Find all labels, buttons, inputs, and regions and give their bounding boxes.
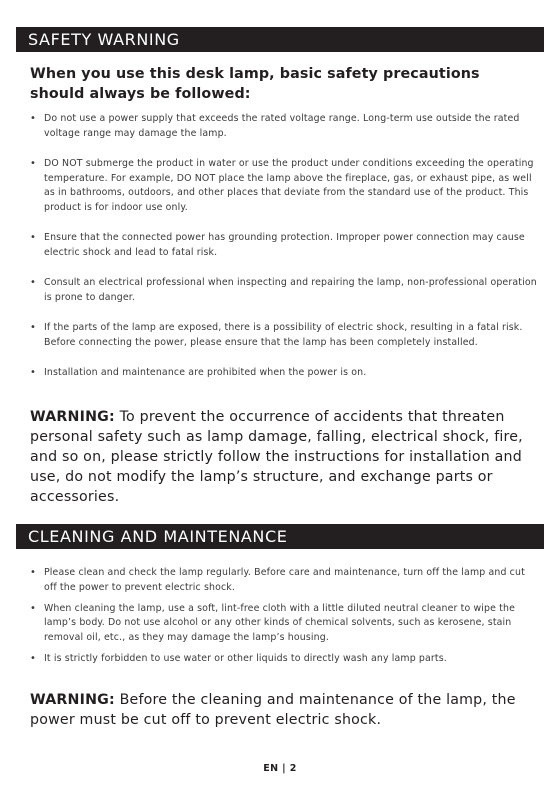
bullet-icon: •	[30, 113, 37, 124]
list-item-text: Consult an electrical professional when inspecting and repairing the lamp, non-professional operation is prone to danger.	[44, 277, 537, 303]
bullet-icon: •	[30, 158, 37, 169]
list-item	[28, 157, 538, 215]
list-item-text: Do not use a power supply that exceeds the rated voltage range. Long-term use outside the rated voltage range may damage the lamp.	[44, 113, 520, 139]
warning-text: To prevent the occurrence of accidents that threaten personal safety such as lamp damage, falling, electrical shock, fire, and so on, please strictly follow the instructions for installation and use, do not modify the lamp’s structure, and exchange parts or accessories.	[30, 409, 523, 505]
list-item-text: It is strictly forbidden to use water or other liquids to directly wash any lamp parts.	[44, 652, 447, 664]
safety-intro: When you use this desk lamp, basic safety precautions should always be followed:	[30, 66, 480, 102]
list-item-text: Ensure that the connected power has grounding protection. Improper power connection may cause electric shock and lead to fatal risk.	[44, 232, 525, 258]
list-item-text: When cleaning the lamp, use a soft, lint-free cloth with a little diluted neutral cleaner to wipe the lamp’s body. Do not use alcohol or any other kinds of chemical solvents, such as kerosene, stain removal oil, etc., as they may damage the lamp’s housing.	[44, 602, 516, 643]
safety-list	[28, 112, 538, 397]
cleaning-maintenance-heading: CLEANING AND MAINTENANCE	[16, 524, 544, 549]
list-item-text: If the parts of the lamp are exposed, there is a possibility of electric shock, resulting in a fatal risk. Before connecting the power, please ensure that the lamp has been completely installed.	[44, 322, 523, 348]
bullet-icon: •	[30, 322, 37, 333]
cleaning-warning-note	[30, 690, 534, 730]
warning-text: Before the cleaning and maintenance of the lamp, the power must be cut off to prevent electric shock.	[30, 692, 516, 728]
warning-label: WARNING:	[30, 409, 115, 425]
bullet-icon: •	[30, 652, 37, 664]
safety-warning-note	[30, 407, 534, 507]
list-item	[28, 602, 538, 646]
list-item	[28, 366, 538, 381]
warning-label: WARNING:	[30, 692, 115, 708]
list-item	[28, 321, 538, 350]
list-item-text: DO NOT submerge the product in water or use the product under conditions exceeding the operating temperature. For example, DO NOT place the lamp above the fireplace, gas, or exhaust pipe, as well as in bathrooms, outdoors, and other places that deviate from the standard use of the product. This product is for indoor use only.	[44, 158, 534, 213]
list-item	[28, 652, 538, 667]
list-item-text: Please clean and check the lamp regularly. Before care and maintenance, turn off the lamp and cut off the power to prevent electric shock.	[44, 567, 525, 593]
safety-warning-heading: SAFETY WARNING	[16, 27, 544, 52]
bullet-icon: •	[30, 602, 37, 614]
list-item	[28, 566, 538, 595]
list-item	[28, 112, 538, 141]
list-item-text: Installation and maintenance are prohibited when the power is on.	[44, 367, 367, 378]
bullet-icon: •	[30, 277, 37, 288]
bullet-icon: •	[30, 367, 37, 378]
cleaning-list	[28, 566, 538, 673]
bullet-icon: •	[30, 567, 37, 578]
bullet-icon: •	[30, 232, 37, 243]
page-number: EN | 2	[263, 763, 297, 774]
list-item	[28, 276, 538, 305]
list-item	[28, 231, 538, 260]
